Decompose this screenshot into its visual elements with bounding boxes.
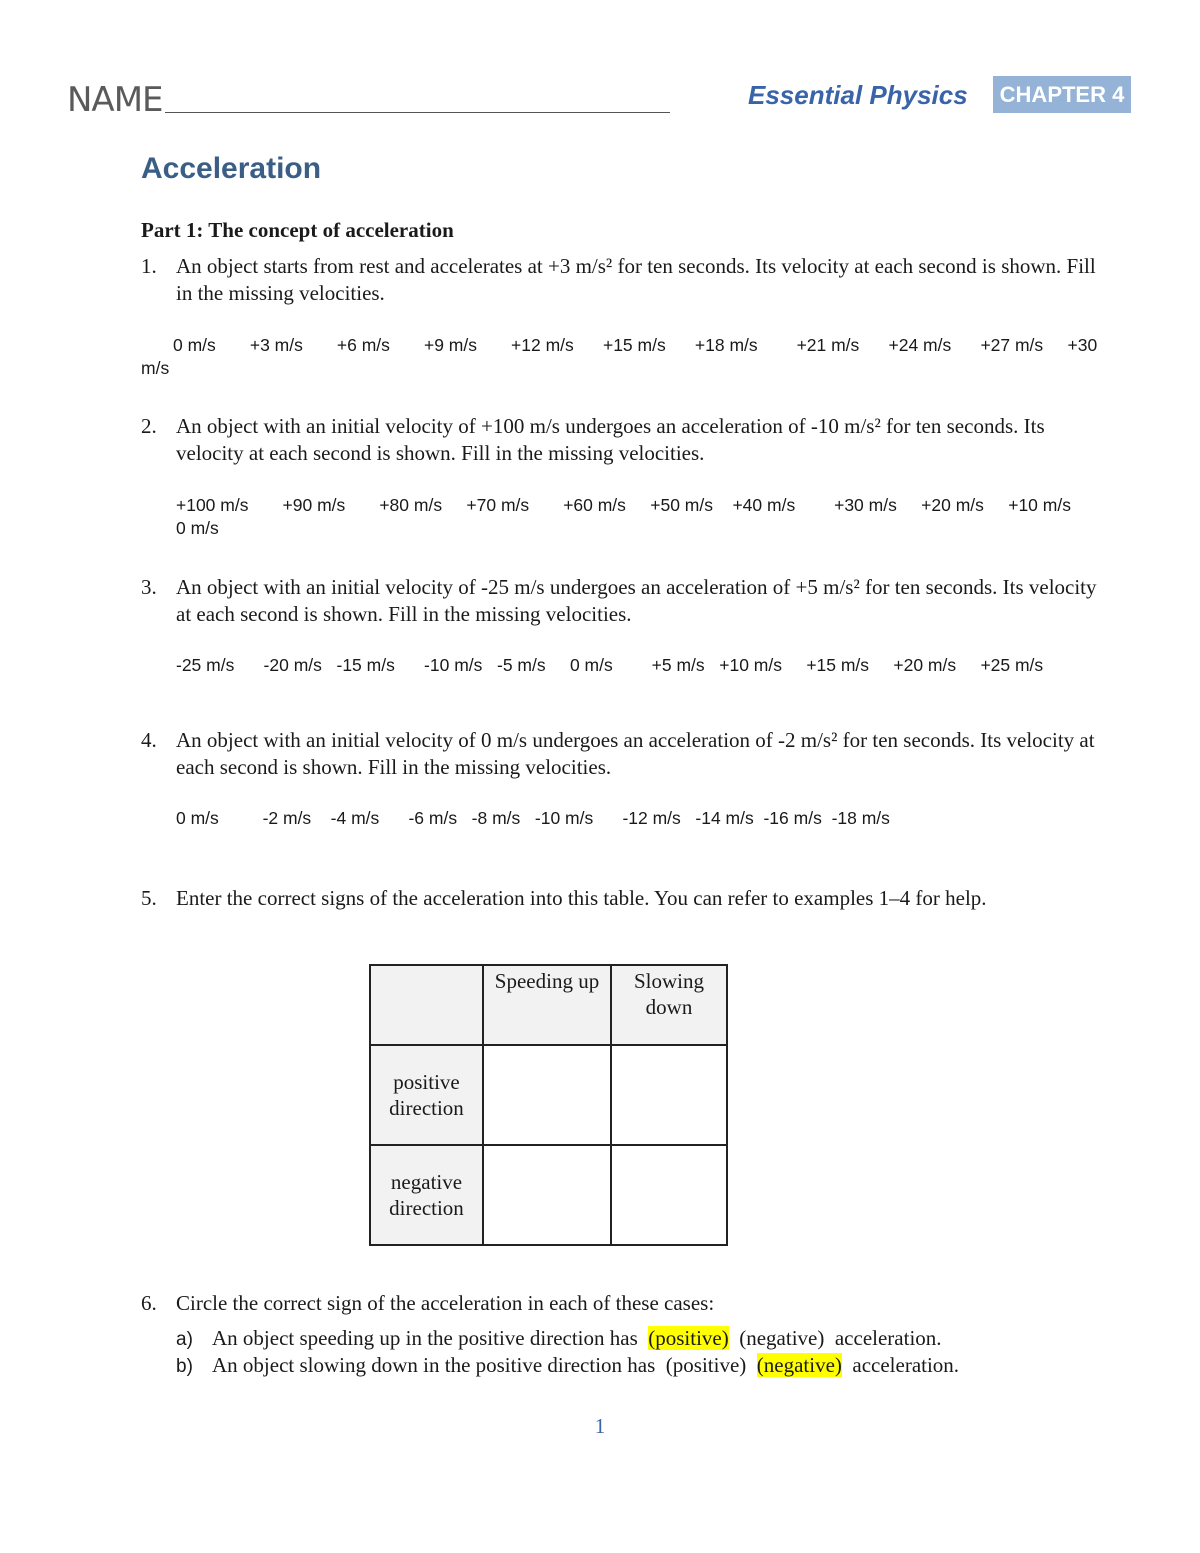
col-header-slowing-down: Slowing down	[611, 965, 727, 1045]
answer-cell[interactable]	[611, 1145, 727, 1245]
question-1	[141, 253, 1116, 307]
velocity-value: +12 m/s	[511, 335, 574, 355]
velocity-row-3	[176, 654, 1116, 677]
velocity-value: -18 m/s	[831, 808, 890, 828]
row-header-negative-direction: negative direction	[370, 1145, 483, 1245]
item-prefix: An object slowing down in the positive direction has	[212, 1353, 656, 1377]
velocity-value: +6 m/s	[336, 335, 390, 355]
velocity-value: +50 m/s	[650, 495, 713, 515]
velocity-value: +15 m/s	[602, 335, 666, 355]
velocity-row-2	[176, 494, 1116, 540]
velocity-value: +3 m/s	[249, 335, 303, 355]
velocity-value: +10 m/s	[719, 655, 782, 675]
velocity-value: +100 m/s	[176, 495, 249, 515]
velocity-value: +60 m/s	[563, 495, 626, 515]
item-suffix: acceleration.	[834, 1326, 942, 1350]
velocity-value: +10 m/s	[1008, 495, 1071, 515]
item-suffix: acceleration.	[852, 1353, 960, 1377]
velocity-value: +90 m/s	[282, 495, 346, 515]
name-fill-line[interactable]	[165, 112, 670, 113]
question-text: Enter the correct signs of the acceleration into this table. You can refer to examples 1–4 for help.	[176, 886, 987, 910]
velocity-value: +70 m/s	[466, 495, 530, 515]
option-positive[interactable]: (positive)	[648, 1326, 729, 1350]
velocity-value: +27 m/s	[980, 335, 1044, 355]
velocity-row-1	[141, 334, 1116, 380]
question-6	[141, 1290, 1116, 1317]
velocity-value: +20 m/s	[921, 495, 984, 515]
question-text: An object starts from rest and accelerates at +3 m/s² for ten seconds. Its velocity at each second is shown. Fill in the missing velocities.	[176, 254, 1096, 305]
question-number: 5.	[141, 886, 157, 910]
velocity-value: +30 m/s	[141, 335, 1098, 378]
velocity-value: +40 m/s	[732, 495, 796, 515]
item-prefix: An object speeding up in the positive direction has	[212, 1326, 638, 1350]
velocity-value: -4 m/s	[330, 808, 380, 828]
col-header-speeding-up: Speeding up	[483, 965, 611, 1045]
name-label: NAME	[67, 80, 163, 120]
question-number: 6.	[141, 1291, 157, 1315]
item-label: a)	[176, 1329, 193, 1350]
velocity-value: -25 m/s	[176, 655, 235, 675]
velocity-value: +80 m/s	[379, 495, 443, 515]
question-number: 2.	[141, 414, 157, 438]
question-number: 1.	[141, 254, 157, 278]
velocity-value: -12 m/s	[622, 808, 681, 828]
velocity-value: -8 m/s	[471, 808, 521, 828]
velocity-value: -10 m/s	[424, 655, 483, 675]
velocity-value: +15 m/s	[806, 655, 870, 675]
q6-item-a	[176, 1325, 942, 1353]
velocity-value: +24 m/s	[888, 335, 952, 355]
velocity-value: +25 m/s	[980, 655, 1044, 675]
velocity-value: 0 m/s	[569, 655, 613, 675]
velocity-value: 0 m/s	[176, 808, 219, 828]
page-number: 1	[594, 1414, 606, 1438]
velocity-value: +18 m/s	[694, 335, 758, 355]
question-2	[141, 413, 1116, 467]
question-3	[141, 574, 1116, 628]
velocity-value: -14 m/s	[695, 808, 754, 828]
question-4	[141, 727, 1116, 781]
velocity-value: -15 m/s	[336, 655, 395, 675]
velocity-value: +5 m/s	[651, 655, 705, 675]
page-title: Acceleration	[141, 152, 322, 185]
velocity-value: +20 m/s	[893, 655, 957, 675]
item-label: b)	[176, 1356, 193, 1377]
chapter-badge: CHAPTER 4	[993, 76, 1131, 113]
velocity-value: -16 m/s	[763, 808, 822, 828]
option-negative[interactable]: (negative)	[756, 1353, 842, 1377]
question-text: An object with an initial velocity of 0 m/s undergoes an acceleration of -2 m/s² for ten seconds. Its velocity at each second is shown. Fill in the missing velocities.	[176, 728, 1095, 779]
table-corner-cell	[370, 965, 483, 1045]
option-positive[interactable]: (positive)	[665, 1353, 747, 1377]
question-text: An object with an initial velocity of -25 m/s undergoes an acceleration of +5 m/s² for ten seconds. Its velocity at each second is shown. Fill in the missing velocities.	[176, 575, 1097, 626]
answer-cell[interactable]	[483, 1145, 611, 1245]
velocity-value: -2 m/s	[262, 808, 312, 828]
brand-title: Essential Physics	[748, 80, 968, 110]
option-negative[interactable]: (negative)	[739, 1326, 825, 1350]
velocity-value: -10 m/s	[534, 808, 594, 828]
question-text: An object with an initial velocity of +100 m/s undergoes an acceleration of -10 m/s² for ten seconds. Its velocity at each second is shown. Fill in the missing velocities.	[176, 414, 1045, 465]
velocity-value: 0 m/s	[173, 335, 216, 355]
part-heading: Part 1: The concept of acceleration	[141, 218, 454, 242]
velocity-value: +30 m/s	[834, 495, 897, 515]
velocity-value: +9 m/s	[423, 335, 477, 355]
question-number: 3.	[141, 575, 157, 599]
velocity-value: 0 m/s	[176, 518, 219, 538]
answer-cell[interactable]	[483, 1045, 611, 1145]
velocity-value: +21 m/s	[796, 335, 860, 355]
answer-cell[interactable]	[611, 1045, 727, 1145]
velocity-value: -6 m/s	[408, 808, 458, 828]
velocity-value: -20 m/s	[263, 655, 322, 675]
velocity-value: -5 m/s	[497, 655, 546, 675]
row-header-positive-direction: positive direction	[370, 1045, 483, 1145]
question-text: Circle the correct sign of the acceleration in each of these cases:	[176, 1291, 715, 1315]
acceleration-sign-table	[369, 964, 728, 1246]
question-5	[141, 885, 1116, 912]
question-number: 4.	[141, 728, 157, 752]
velocity-row-4	[176, 807, 1116, 830]
q6-item-b	[176, 1352, 959, 1380]
